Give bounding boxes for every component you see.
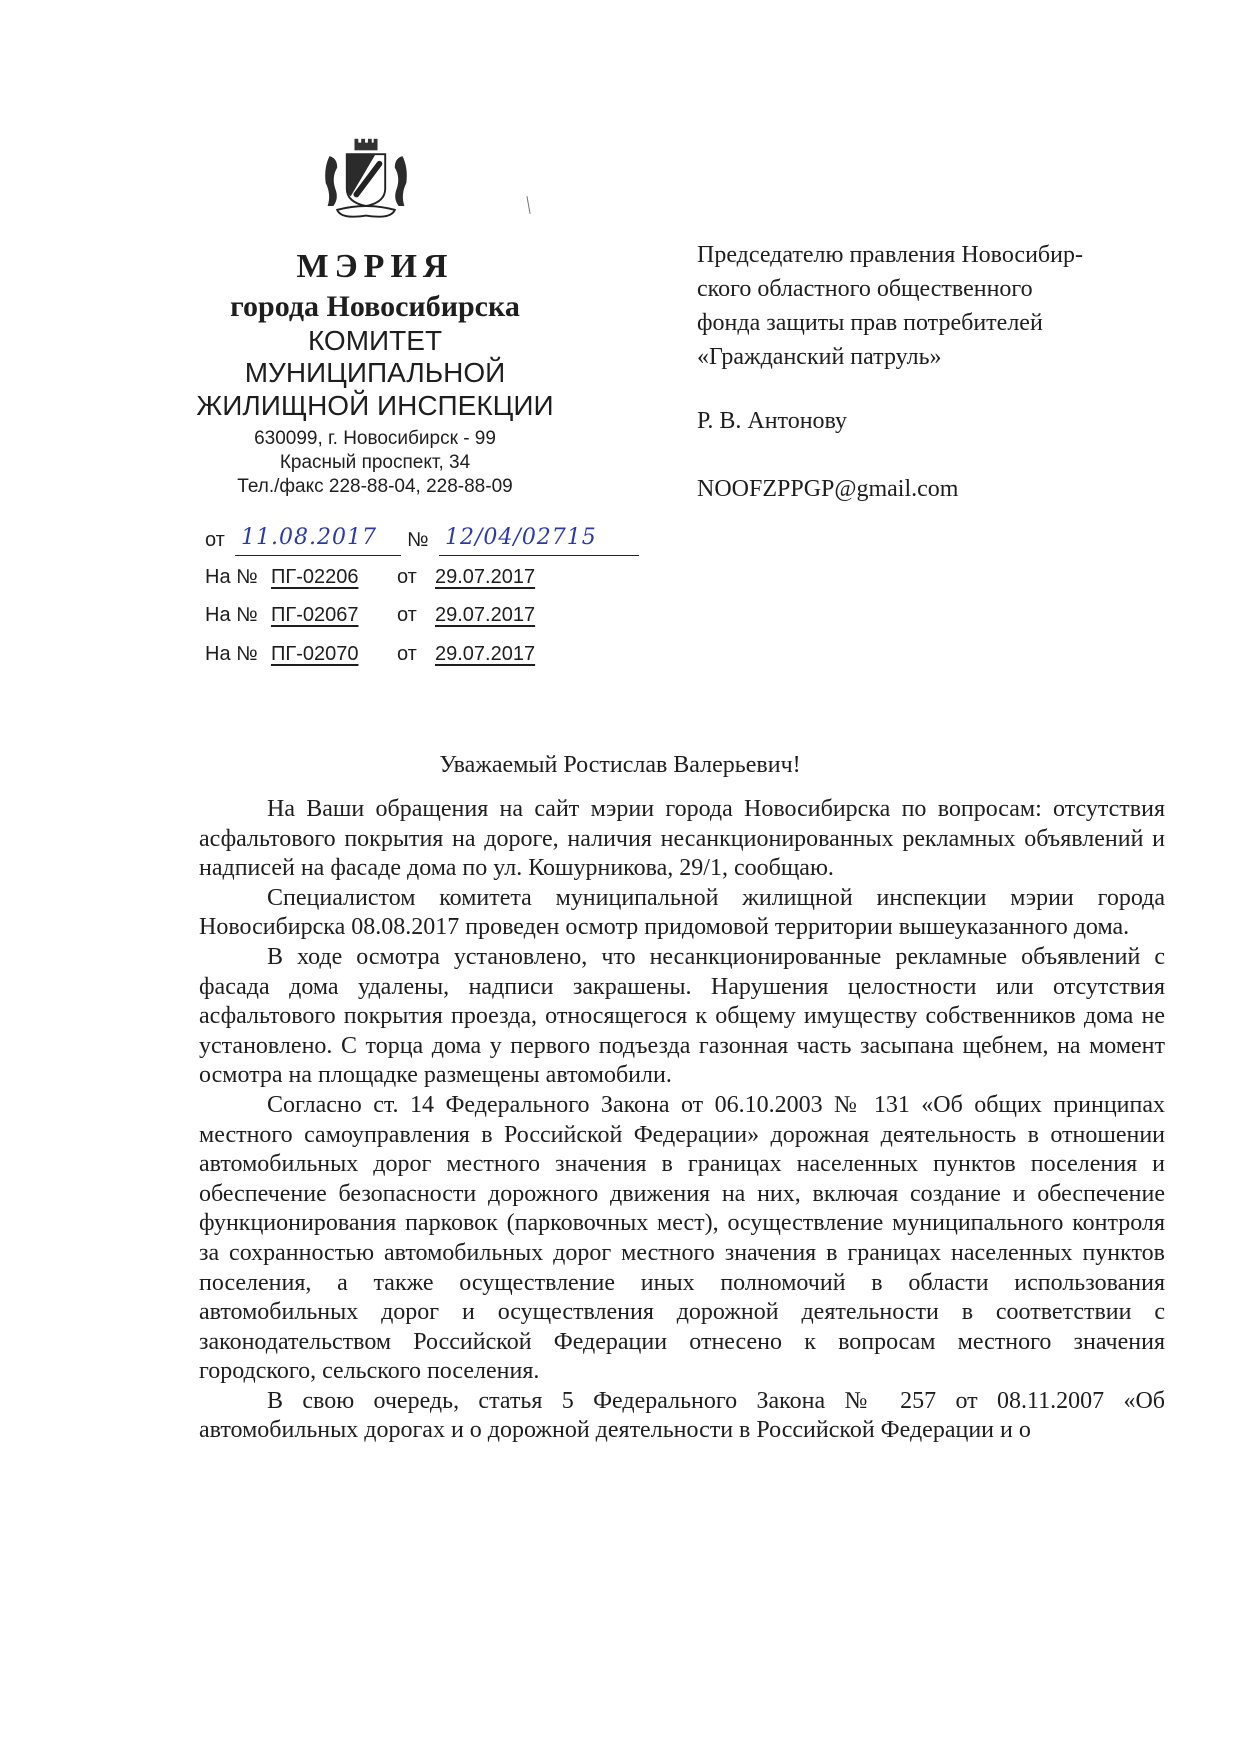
ref-date: 29.07.2017 — [435, 566, 536, 588]
body-paragraph: Специалистом комитета муниципальной жилищной инспекции мэрии города Новосибирска 08.08.2017 проведен осмотр придомовой территории вышеуказанного дома. — [199, 884, 1165, 941]
addressee-line: ского областного общественного — [697, 276, 1033, 302]
scan-mark — [526, 196, 530, 214]
addressee-email: NOOFZPPGP@gmail.com — [697, 476, 959, 502]
ref-number: ПГ-02067 — [271, 604, 359, 626]
number-label: № — [407, 529, 429, 551]
ref-date: 29.07.2017 — [435, 643, 536, 665]
addressee-line: фонда защиты прав потребителей — [697, 310, 1043, 336]
addressee-name: Р. В. Антонову — [697, 408, 848, 434]
address-line: 630099, г. Новосибирск - 99 — [254, 428, 496, 449]
number-line — [439, 525, 639, 556]
committee-line: МУНИЦИПАЛЬНОЙ — [244, 357, 506, 388]
ref-from-label: от — [397, 604, 417, 626]
addressee-line: «Гражданский патруль» — [697, 344, 942, 370]
ref-label: На № — [205, 604, 258, 626]
letter-body — [199, 795, 1165, 1446]
body-paragraph: На Ваши обращения на сайт мэрии города Новосибирска по вопросам: отсутствия асфальтового покрытия на дороге, наличия несанкционированных рекламных объявлений и надписей на фасаде дома по ул. Кошурникова, 29/1, сообщаю. — [199, 796, 1165, 882]
ref-label: На № — [205, 643, 258, 665]
ref-number: ПГ-02206 — [271, 566, 359, 588]
committee-line: КОМИТЕТ — [307, 325, 443, 356]
address-line: Тел./факс 228-88-04, 228-88-09 — [237, 476, 513, 497]
ref-number: ПГ-02070 — [271, 643, 359, 665]
handwritten-number: 12/04/02715 — [445, 525, 597, 550]
handwritten-date: 11.08.2017 — [241, 525, 377, 550]
committee-line: ЖИЛИЩНОЙ ИНСПЕКЦИИ — [196, 390, 554, 421]
body-paragraph: Согласно ст. 14 Федерального Закона от 06.10.2003 № 131 «Об общих принципах местного самоуправления в Российской Федерации» дорожная деятельность в отношении автомобильных дорог местного значения в границах населенных пунктов поселения и обеспечение безопасности дорожного движения на них, включая создание и обеспечение функционирования парковок (парковочных мест), осуществление муниципального контроля за сохранностью автомобильных дорог местного значения в границах населенных пунктов поселения, а также осуществление иных полномочий в области использования автомобильных дорог и осуществления дорожной деятельности в соответствии с законодательством Российской Федерации отнесено к вопросам местного значения городского, сельского поселения. — [199, 1091, 1165, 1385]
ref-from-label: от — [397, 643, 417, 665]
greeting: Уважаемый Ростислав Валерьевич! — [439, 752, 801, 778]
addressee-line: Председателю правления Новосибир- — [697, 242, 1083, 268]
coat-of-arms-icon — [318, 137, 414, 227]
body-paragraph: В свою очередь, статья 5 Федерального Закона № 257 от 08.11.2007 «Об автомобильных дорогах и о дорожной деятельности в Российской Федерации и о — [199, 1387, 1165, 1444]
city-title: города Новосибирска — [230, 290, 520, 323]
ref-label: На № — [205, 566, 258, 588]
ref-date: 29.07.2017 — [435, 604, 536, 626]
reference-row — [205, 566, 565, 594]
mayoralty-title: МЭРИЯ — [296, 248, 454, 285]
reference-row — [205, 604, 565, 632]
body-paragraph: В ходе осмотра установлено, что несанкционированные рекламные объявлений с фасада дома удалены, надписи закрашены. Нарушения целостности или отсутствия асфальтового покрытия проезда, относящегося к общему имуществу собственников дома не установлено. С торца дома у первого подъезда газонная часть засыпана щебнем, на момент осмотра на площадке размещены автомобили. — [199, 943, 1165, 1089]
reference-row — [205, 643, 565, 671]
date-line — [235, 525, 401, 556]
from-label: от — [205, 529, 225, 551]
ref-from-label: от — [397, 566, 417, 588]
address-line: Красный проспект, 34 — [279, 452, 471, 473]
outgoing-registration — [205, 525, 645, 559]
